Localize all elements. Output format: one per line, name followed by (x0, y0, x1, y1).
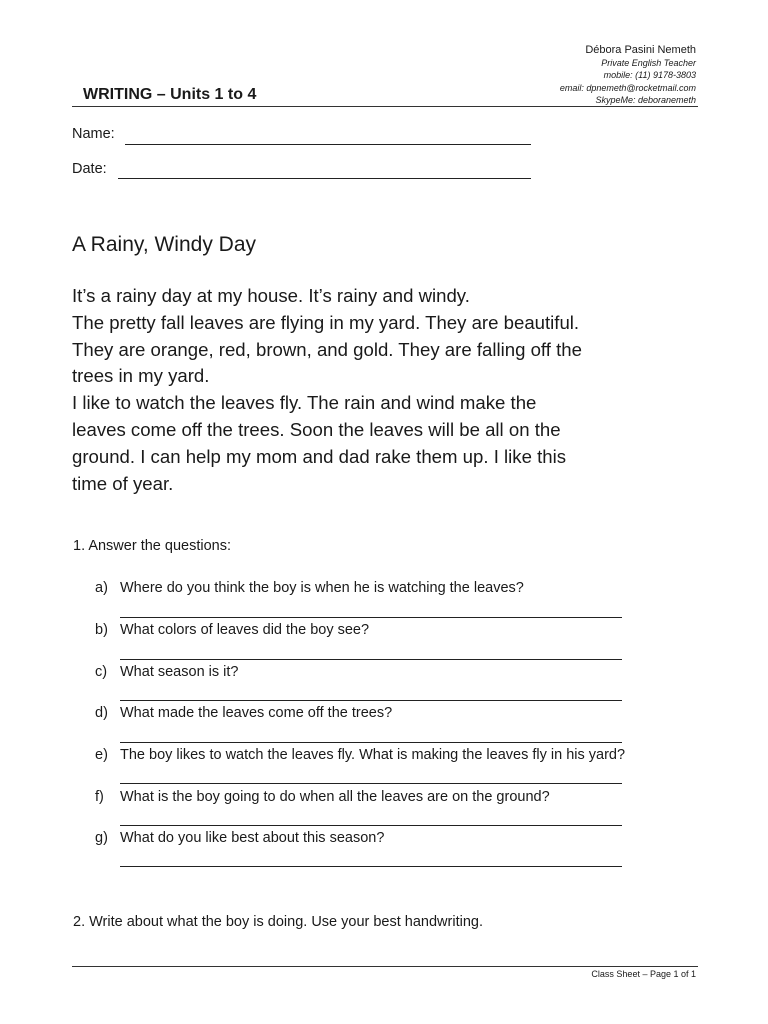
question-c-text: What season is it? (120, 664, 239, 680)
answer-line-e[interactable] (120, 783, 622, 784)
teacher-role: Private English Teacher (601, 57, 696, 68)
question-g-letter: g) (95, 830, 108, 846)
answer-line-b[interactable] (120, 659, 622, 660)
section1-heading: 1. Answer the questions: (73, 538, 231, 554)
name-label: Name: (72, 126, 115, 142)
question-a-letter: a) (95, 580, 108, 596)
teacher-contact-block (560, 44, 696, 107)
story-line: trees in my yard. (72, 365, 210, 387)
story-line: The pretty fall leaves are flying in my yard. They are beautiful. (72, 311, 580, 333)
question-b-letter: b) (95, 622, 108, 638)
story-line: I like to watch the leaves fly. The rain and wind make the (72, 392, 537, 414)
answer-line-f[interactable] (120, 825, 622, 826)
story-body (72, 283, 712, 497)
date-line (118, 178, 531, 179)
footer-divider (72, 966, 698, 967)
question-d-text: What made the leaves come off the trees? (120, 705, 393, 721)
story-line: They are orange, red, brown, and gold. They are falling off the (72, 338, 582, 360)
worksheet-title: WRITING – Units 1 to 4 (83, 86, 257, 103)
header-divider (72, 106, 698, 107)
answer-line-d[interactable] (120, 742, 622, 743)
section2-heading: 2. Write about what the boy is doing. Use your best handwriting. (73, 914, 483, 930)
answer-line-g[interactable] (120, 866, 622, 867)
question-d-letter: d) (95, 705, 108, 721)
story-line: ground. I can help my mom and dad rake them up. I like this (72, 445, 567, 467)
teacher-skype: SkypeMe: deboranemeth (595, 95, 696, 105)
page-footer: Class Sheet – Page 1 of 1 (591, 969, 696, 979)
question-b-text: What colors of leaves did the boy see? (120, 622, 370, 638)
question-f-letter: f) (95, 789, 104, 805)
teacher-name: Débora Pasini Nemeth (585, 44, 696, 56)
question-g-text: What do you like best about this season? (120, 830, 385, 846)
answer-line-a[interactable] (120, 617, 622, 618)
story-line: leaves come off the trees. Soon the leaves will be all on the (72, 418, 561, 440)
story-line: time of year. (72, 472, 174, 494)
question-e-letter: e) (95, 747, 108, 763)
name-line (125, 144, 531, 145)
answer-line-c[interactable] (120, 700, 622, 701)
question-f-text: What is the boy going to do when all the leaves are on the ground? (120, 789, 550, 805)
teacher-email: email: dpnemeth@rocketmail.com (559, 82, 696, 93)
question-e-text: The boy likes to watch the leaves fly. What is making the leaves fly in his yard? (120, 747, 626, 763)
question-a-text: Where do you think the boy is when he is watching the leaves? (120, 580, 524, 596)
story-line: It’s a rainy day at my house. It’s rainy and windy. (72, 285, 470, 306)
teacher-mobile: mobile: (11) 9178-3803 (603, 70, 696, 80)
date-label: Date: (72, 161, 107, 177)
story-title: A Rainy, Windy Day (72, 233, 257, 256)
question-c-letter: c) (95, 664, 108, 680)
